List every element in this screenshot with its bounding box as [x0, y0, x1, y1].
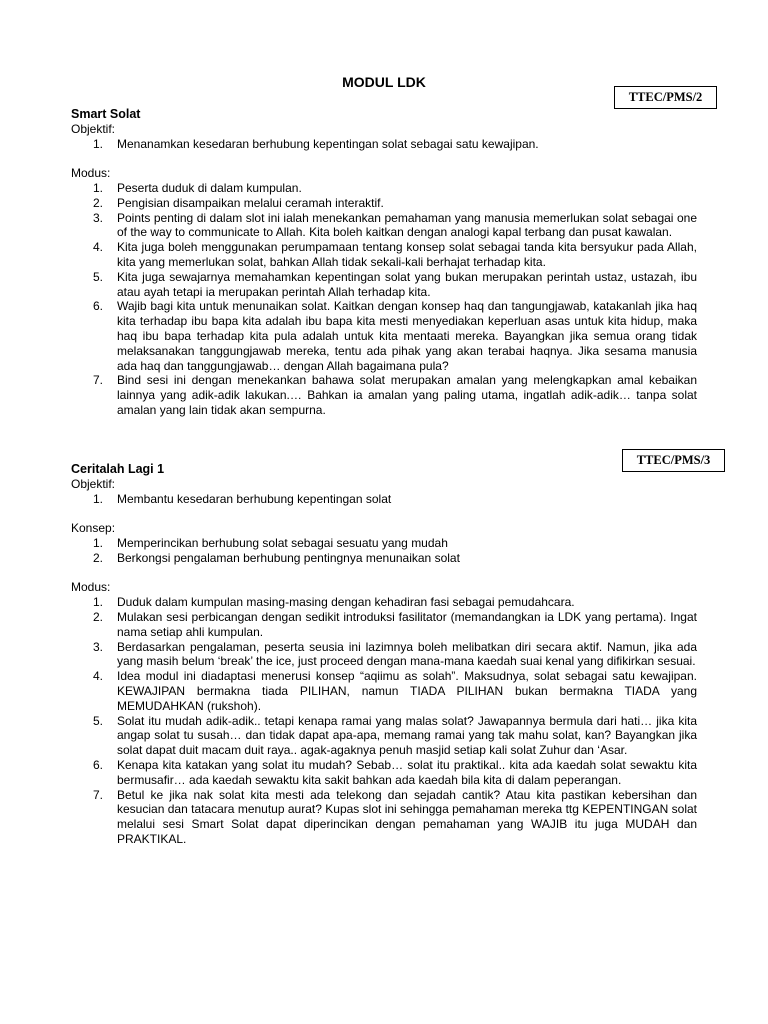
list-item: [71, 595, 697, 610]
modus-list: [71, 181, 697, 418]
list-item-text: Mulakan sesi perbicangan dengan sedikit introduksi fasilitator (memandangkan ia LDK yang pertama). Ingat nama setiap ahli kumpulan.: [117, 609, 697, 639]
section-title: Smart Solat: [71, 107, 141, 121]
list-number: 1.: [93, 491, 104, 506]
list-number: 1.: [93, 180, 104, 195]
module-code-box: TTEC/PMS/2: [614, 86, 717, 109]
list-item-text: Menanamkan kesedaran berhubung kepentingan solat sebagai satu kewajipan.: [117, 136, 539, 151]
list-item-text: Kita juga sewajarnya memahamkan kepentingan solat yang bukan merupakan perintah ustaz, ustazah, ibu atau ayah tetapi ia merupakan perintah Allah terhadap kita.: [117, 269, 697, 299]
list-number: 1.: [93, 136, 104, 151]
modus-label: Modus:: [71, 166, 111, 181]
list-item: [71, 137, 697, 152]
list-item: [71, 669, 697, 713]
list-item-text: Berkongsi pengalaman berhubung pentingnya menunaikan solat: [117, 550, 460, 565]
list-number: 6.: [93, 299, 104, 314]
list-item: [71, 714, 697, 758]
list-number: 3.: [93, 210, 104, 225]
list-item: [71, 240, 697, 270]
list-item: [71, 270, 697, 300]
list-item: [71, 181, 697, 196]
list-number: 3.: [93, 639, 104, 654]
list-number: 6.: [93, 757, 104, 772]
list-number: 4.: [93, 669, 104, 684]
list-item: [71, 373, 697, 417]
list-item-text: Peserta duduk di dalam kumpulan.: [117, 180, 302, 195]
modus-list: [71, 595, 697, 847]
list-item-text: Idea modul ini diadaptasi menerusi konsep “aqiimu as solah”. Maksudnya, solat sebagai satu kewajipan. KEWAJIPAN bermakna tiada PILIHAN, namun TIADA PILIHAN bukan bermakna TIADA yang MEMUDAHKAN (rukshoh).: [117, 669, 697, 713]
list-item-text: Wajib bagi kita untuk menunaikan solat. Kaitkan dengan konsep haq dan tangungjawab, katakanlah jika haq kita terhadap ibu bapa kita adalah ibu bapa kita mesti menyediakan keperluan asas untuk kita hidup, maka haq ibu bapa terhadap kita pula adalah untuk kita mentaati mereka. Bayangkan jika semua orang tidak melaksanakan tanggungjawab mereka, tentu ada pihak yang akan terabai haqnya. Jika sesama manusia ada haq dan tanggungjawab… dengan Allah bagaimana pula?: [117, 299, 697, 373]
section-title: Ceritalah Lagi 1: [71, 462, 165, 476]
list-item-text: Points penting di dalam slot ini ialah menekankan pemahaman yang manusia memerlukan solat sebagai one of the way to communicate to Allah. Kita boleh kaitkan dengan analogi kapal terbang dan pusat kawalan.: [117, 210, 697, 240]
list-item: [71, 299, 697, 373]
list-item-text: Betul ke jika nak solat kita mesti ada telekong dan sejadah cantik? Atau kita pastikan kebersihan dan kesucian dan tatacara menutup aurat? Kupas slot ini sehingga pemahaman mereka ttg KEPENTINGAN solat melalui sesi Smart Solat dapat diperincikan dengan pemahaman yang WAJIB itu juga MUDAH dan PRAKTIKAL.: [117, 787, 697, 846]
list-item-text: Solat itu mudah adik-adik.. tetapi kenapa ramai yang malas solat? Jawapannya bermula dari hati… jika kita angap solat tu susah… dan tidak dapat apa-apa, memang ramai yang tak mahu solat, kan? Bayangkan jika solat dapat duit macam duit raya.. agak-agaknya penuh masjid setiap kali solat Zuhur dan ‘Asar.: [117, 713, 697, 758]
section-ceritalah-lagi: [71, 462, 697, 862]
objektif-list: [71, 492, 697, 507]
konsep-list: [71, 536, 697, 566]
list-number: 2.: [93, 609, 104, 624]
list-item: [71, 536, 697, 551]
list-item-text: Bind sesi ini dengan menekankan bahawa solat merupakan amalan yang melengkapkan amal kebaikan lainnya yang adik-adik lakukan.… Bahkan ia amalan yang paling utama, ingatlah adik-adik… tanpa solat amalan yang lain tidak akan sempurna.: [117, 373, 697, 417]
list-item: [71, 492, 697, 507]
objektif-label: Objektif:: [71, 476, 116, 491]
list-number: 1.: [93, 595, 104, 610]
list-number: 5.: [93, 269, 104, 284]
objektif-label: Objektif:: [71, 121, 116, 136]
list-item: [71, 610, 697, 640]
objektif-list: [71, 137, 697, 152]
list-item-text: Kita juga boleh menggunakan perumpamaan tentang konsep solat sebagai tanda kita bersyukur pada Allah, kita yang memerlukan solat, bahkan Allah tidak sekali-kali berhajat terhadap kita.: [117, 240, 697, 269]
section-smart-solat: [71, 107, 697, 433]
list-number: 2.: [93, 550, 104, 565]
list-item-text: Pengisian disampaikan melalui ceramah interaktif.: [117, 195, 384, 210]
list-item: [71, 211, 697, 241]
list-number: 5.: [93, 713, 104, 728]
modus-label: Modus:: [71, 580, 111, 595]
list-item-text: Membantu kesedaran berhubung kepentingan solat: [117, 491, 392, 506]
list-number: 7.: [93, 373, 104, 388]
module-code-box: TTEC/PMS/3: [622, 449, 725, 472]
list-item-text: Berdasarkan pengalaman, peserta seusia ini lazimnya boleh melibatkan diri secara aktif. Namun, jika ada yang masih belum ‘break’ the ice, just proceed dengan mana-mana kaedah suai kenal yang difikirkan sesuai.: [117, 639, 697, 669]
list-item: [71, 758, 697, 788]
list-item: [71, 788, 697, 847]
list-number: 2.: [93, 195, 104, 210]
list-item: [71, 196, 697, 211]
document-title: MODUL LDK: [342, 74, 426, 90]
list-item-text: Memperincikan berhubung solat sebagai sesuatu yang mudah: [117, 535, 448, 550]
list-number: 1.: [93, 535, 104, 550]
list-number: 7.: [93, 787, 104, 802]
list-item: [71, 551, 697, 566]
list-item-text: Kenapa kita katakan yang solat itu mudah? Sebab… solat itu praktikal.. kita ada kaedah solat sewaktu kita bermusafir… ada kaedah sewaktu kita sakit bahkan ada kaedah bila kita di dalam peperangan.: [117, 757, 697, 787]
list-item-text: Duduk dalam kumpulan masing-masing dengan kehadiran fasi sebagai pemudahcara.: [117, 595, 575, 610]
konsep-label: Konsep:: [71, 521, 116, 536]
list-item: [71, 640, 697, 670]
list-number: 4.: [93, 240, 104, 255]
